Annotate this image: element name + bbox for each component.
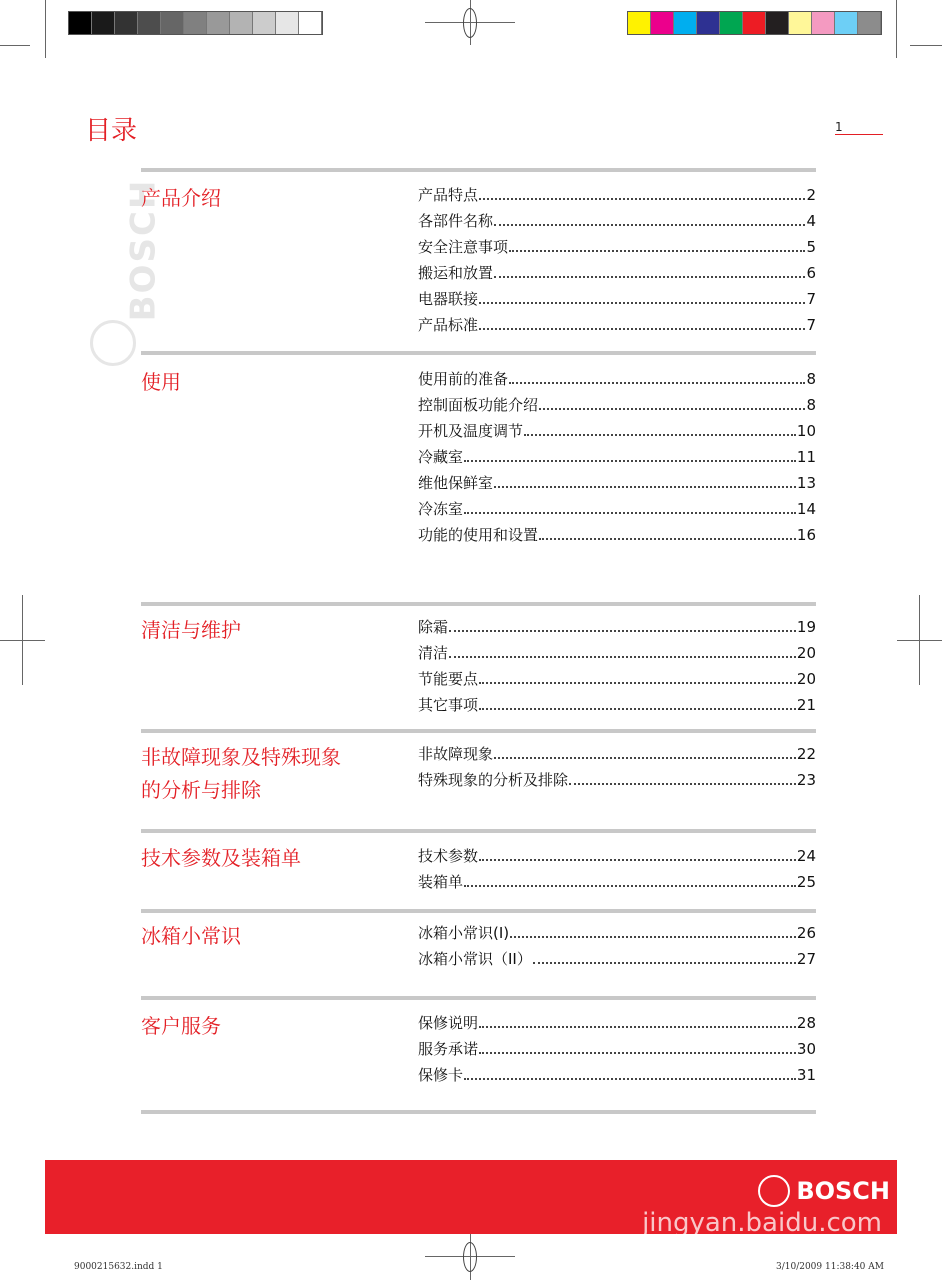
toc-entry-page: 31 xyxy=(796,1066,816,1084)
toc-entry[interactable] xyxy=(418,210,816,236)
color-swatch xyxy=(299,12,322,34)
section-heading-line: 技术参数及装箱单 xyxy=(141,846,301,870)
toc-entry[interactable] xyxy=(418,420,816,446)
toc-entry-page: 22 xyxy=(796,745,816,763)
section-heading xyxy=(141,1010,221,1043)
toc-entry-label: 电器联接 xyxy=(418,290,479,308)
section-divider xyxy=(141,351,816,355)
section-divider xyxy=(141,602,816,606)
section-divider xyxy=(141,1110,816,1114)
color-swatch xyxy=(674,12,697,34)
toc-entry[interactable] xyxy=(418,1012,816,1038)
toc-entry-page: 5 xyxy=(806,238,816,256)
crop-mark xyxy=(45,0,46,58)
grayscale-color-bar xyxy=(68,11,323,35)
dot-leader xyxy=(479,302,805,304)
toc-entry[interactable] xyxy=(418,1064,816,1090)
banner-brand-logo xyxy=(758,1175,890,1207)
dot-leader xyxy=(509,382,805,384)
side-brand-logo: BOSCH xyxy=(123,178,164,322)
toc-entry[interactable] xyxy=(418,922,816,948)
section-heading xyxy=(141,741,341,807)
toc-entry-page: 28 xyxy=(796,1014,816,1032)
toc-entry-page: 13 xyxy=(796,474,816,492)
toc-entry-page: 25 xyxy=(796,873,816,891)
section-heading-line: 的分析与排除 xyxy=(141,778,261,802)
toc-entry-label: 安全注意事项 xyxy=(418,238,509,256)
toc-entry-label: 冷藏室 xyxy=(418,448,464,466)
toc-entry-label: 非故障现象 xyxy=(418,745,494,763)
dot-leader xyxy=(479,198,805,200)
dot-leader xyxy=(494,224,805,226)
crop-mark xyxy=(0,45,30,46)
color-swatch xyxy=(812,12,835,34)
color-swatch xyxy=(69,12,92,34)
toc-entry-label: 冰箱小常识（II） xyxy=(418,950,532,968)
toc-entry-page: 30 xyxy=(796,1040,816,1058)
color-swatch xyxy=(92,12,115,34)
page-title: 目录 xyxy=(85,116,138,146)
toc-entry[interactable] xyxy=(418,769,816,795)
color-swatch xyxy=(720,12,743,34)
toc-entry-page: 7 xyxy=(806,316,816,334)
color-swatch xyxy=(138,12,161,34)
toc-entry-label: 冷冻室 xyxy=(418,500,464,518)
toc-entry-label: 服务承诺 xyxy=(418,1040,479,1058)
banner-brand: BOSCH xyxy=(796,1177,890,1205)
toc-entry-label: 节能要点 xyxy=(418,670,479,688)
toc-entry[interactable] xyxy=(418,1038,816,1064)
section-heading xyxy=(141,920,241,953)
toc-entry-page: 26 xyxy=(796,924,816,942)
section-heading xyxy=(141,614,241,647)
toc-entry-page: 11 xyxy=(796,448,816,466)
toc-entry-page: 7 xyxy=(806,290,816,308)
toc-entry-page: 20 xyxy=(796,644,816,662)
toc-entry-label: 除霜 xyxy=(418,618,449,636)
color-swatch xyxy=(628,12,651,34)
dot-leader xyxy=(464,512,796,514)
section-heading-line: 客户服务 xyxy=(141,1014,221,1038)
section-heading xyxy=(141,366,181,399)
toc-entry-page: 21 xyxy=(796,696,816,714)
toc-entry[interactable] xyxy=(418,871,816,897)
dot-leader xyxy=(479,1052,796,1054)
section-divider xyxy=(141,729,816,733)
toc-entry-page: 27 xyxy=(796,950,816,968)
toc-entry-label: 保修说明 xyxy=(418,1014,479,1032)
toc-entry[interactable] xyxy=(418,262,816,288)
toc-entry-page: 19 xyxy=(796,618,816,636)
dot-leader xyxy=(569,783,796,785)
toc-entry[interactable] xyxy=(418,236,816,262)
section-heading xyxy=(141,182,221,215)
toc-entry-page: 23 xyxy=(796,771,816,789)
dot-leader xyxy=(524,434,796,436)
dot-leader xyxy=(464,1078,796,1080)
toc-entry-label: 搬运和放置 xyxy=(418,264,494,282)
color-swatch xyxy=(253,12,276,34)
toc-entry[interactable] xyxy=(418,446,816,472)
toc-entry-page: 24 xyxy=(796,847,816,865)
toc-entry-page: 20 xyxy=(796,670,816,688)
dot-leader xyxy=(479,682,796,684)
watermark: jingyan.baidu.com xyxy=(642,1208,882,1238)
dot-leader xyxy=(479,859,796,861)
toc-entry-label: 功能的使用和设置 xyxy=(418,526,539,544)
color-swatch xyxy=(789,12,812,34)
toc-entry-page: 8 xyxy=(806,396,816,414)
registration-mark xyxy=(22,595,23,685)
section-divider xyxy=(141,829,816,833)
color-swatch xyxy=(184,12,207,34)
toc-entry-label: 维他保鲜室 xyxy=(418,474,494,492)
toc-entry[interactable] xyxy=(418,314,816,340)
color-swatch xyxy=(858,12,881,34)
process-color-bar xyxy=(627,11,882,35)
dot-leader xyxy=(449,656,796,658)
toc-entry-label: 冰箱小常识(I) xyxy=(418,924,510,942)
toc-entry-label: 装箱单 xyxy=(418,873,464,891)
dot-leader xyxy=(533,962,796,964)
bosch-emblem-icon xyxy=(90,320,136,366)
section-heading xyxy=(141,842,301,875)
toc-entry-label: 产品特点 xyxy=(418,186,479,204)
section-heading-line: 非故障现象及特殊现象 xyxy=(141,745,341,769)
toc-entry[interactable] xyxy=(418,288,816,314)
toc-entry-label: 其它事项 xyxy=(418,696,479,714)
dot-leader xyxy=(479,1026,796,1028)
registration-mark xyxy=(463,1242,477,1272)
crop-mark xyxy=(910,45,942,46)
toc-entry[interactable] xyxy=(418,642,816,668)
color-swatch xyxy=(276,12,299,34)
dot-leader xyxy=(479,328,805,330)
dot-leader xyxy=(464,885,796,887)
color-swatch xyxy=(697,12,720,34)
toc-entry[interactable] xyxy=(418,394,816,420)
registration-mark xyxy=(919,595,920,685)
toc-entry-page: 10 xyxy=(796,422,816,440)
footer-timestamp: 3/10/2009 11:38:40 AM xyxy=(775,1262,884,1272)
color-swatch xyxy=(835,12,858,34)
section-divider xyxy=(141,168,816,172)
toc-entry-label: 控制面板功能介绍 xyxy=(418,396,539,414)
toc-entry-label: 使用前的准备 xyxy=(418,370,509,388)
toc-entry-label: 各部件名称 xyxy=(418,212,494,230)
color-swatch xyxy=(651,12,674,34)
dot-leader xyxy=(539,538,796,540)
dot-leader xyxy=(464,460,796,462)
toc-entry[interactable] xyxy=(418,948,816,974)
toc-entry[interactable] xyxy=(418,368,816,394)
color-swatch xyxy=(161,12,184,34)
toc-entry[interactable] xyxy=(418,498,816,524)
color-swatch xyxy=(115,12,138,34)
bosch-emblem-icon xyxy=(758,1175,790,1207)
dot-leader xyxy=(479,708,796,710)
toc-entry-page: 8 xyxy=(806,370,816,388)
toc-entry[interactable] xyxy=(418,472,816,498)
dot-leader xyxy=(539,408,805,410)
dot-leader xyxy=(449,630,796,632)
color-swatch xyxy=(743,12,766,34)
toc-entry[interactable] xyxy=(418,694,816,720)
section-divider xyxy=(141,996,816,1000)
dot-leader xyxy=(494,276,805,278)
toc-entry-page: 4 xyxy=(806,212,816,230)
toc-entry[interactable] xyxy=(418,616,816,642)
section-heading-line: 冰箱小常识 xyxy=(141,924,241,948)
toc-entry[interactable] xyxy=(418,743,816,769)
color-swatch xyxy=(230,12,253,34)
dot-leader xyxy=(494,757,796,759)
crop-mark xyxy=(896,0,897,58)
registration-mark xyxy=(463,8,477,38)
section-heading-line: 清洁与维护 xyxy=(141,618,241,642)
page-number: 1 xyxy=(835,120,883,135)
toc-entry-label: 清洁 xyxy=(418,644,449,662)
footer-file: 9000215632.indd 1 xyxy=(74,1262,163,1272)
toc-entry-label: 保修卡 xyxy=(418,1066,464,1084)
dot-leader xyxy=(494,486,796,488)
toc-entry-page: 2 xyxy=(806,186,816,204)
toc-entry-page: 6 xyxy=(806,264,816,282)
toc-entry-label: 开机及温度调节 xyxy=(418,422,524,440)
toc-entry[interactable] xyxy=(418,668,816,694)
toc-entry-page: 14 xyxy=(796,500,816,518)
dot-leader xyxy=(509,250,805,252)
toc-entry[interactable] xyxy=(418,845,816,871)
section-divider xyxy=(141,909,816,913)
color-swatch xyxy=(766,12,789,34)
toc-entry-label: 特殊现象的分析及排除 xyxy=(418,771,569,789)
toc-entry-page: 16 xyxy=(796,526,816,544)
toc-entry-label: 技术参数 xyxy=(418,847,479,865)
section-heading-line: 使用 xyxy=(141,370,181,394)
section-heading-line: 产品介绍 xyxy=(141,186,221,210)
dot-leader xyxy=(510,936,796,938)
color-swatch xyxy=(207,12,230,34)
toc-entry[interactable] xyxy=(418,184,816,210)
toc-entry-label: 产品标准 xyxy=(418,316,479,334)
toc-entry[interactable] xyxy=(418,524,816,550)
